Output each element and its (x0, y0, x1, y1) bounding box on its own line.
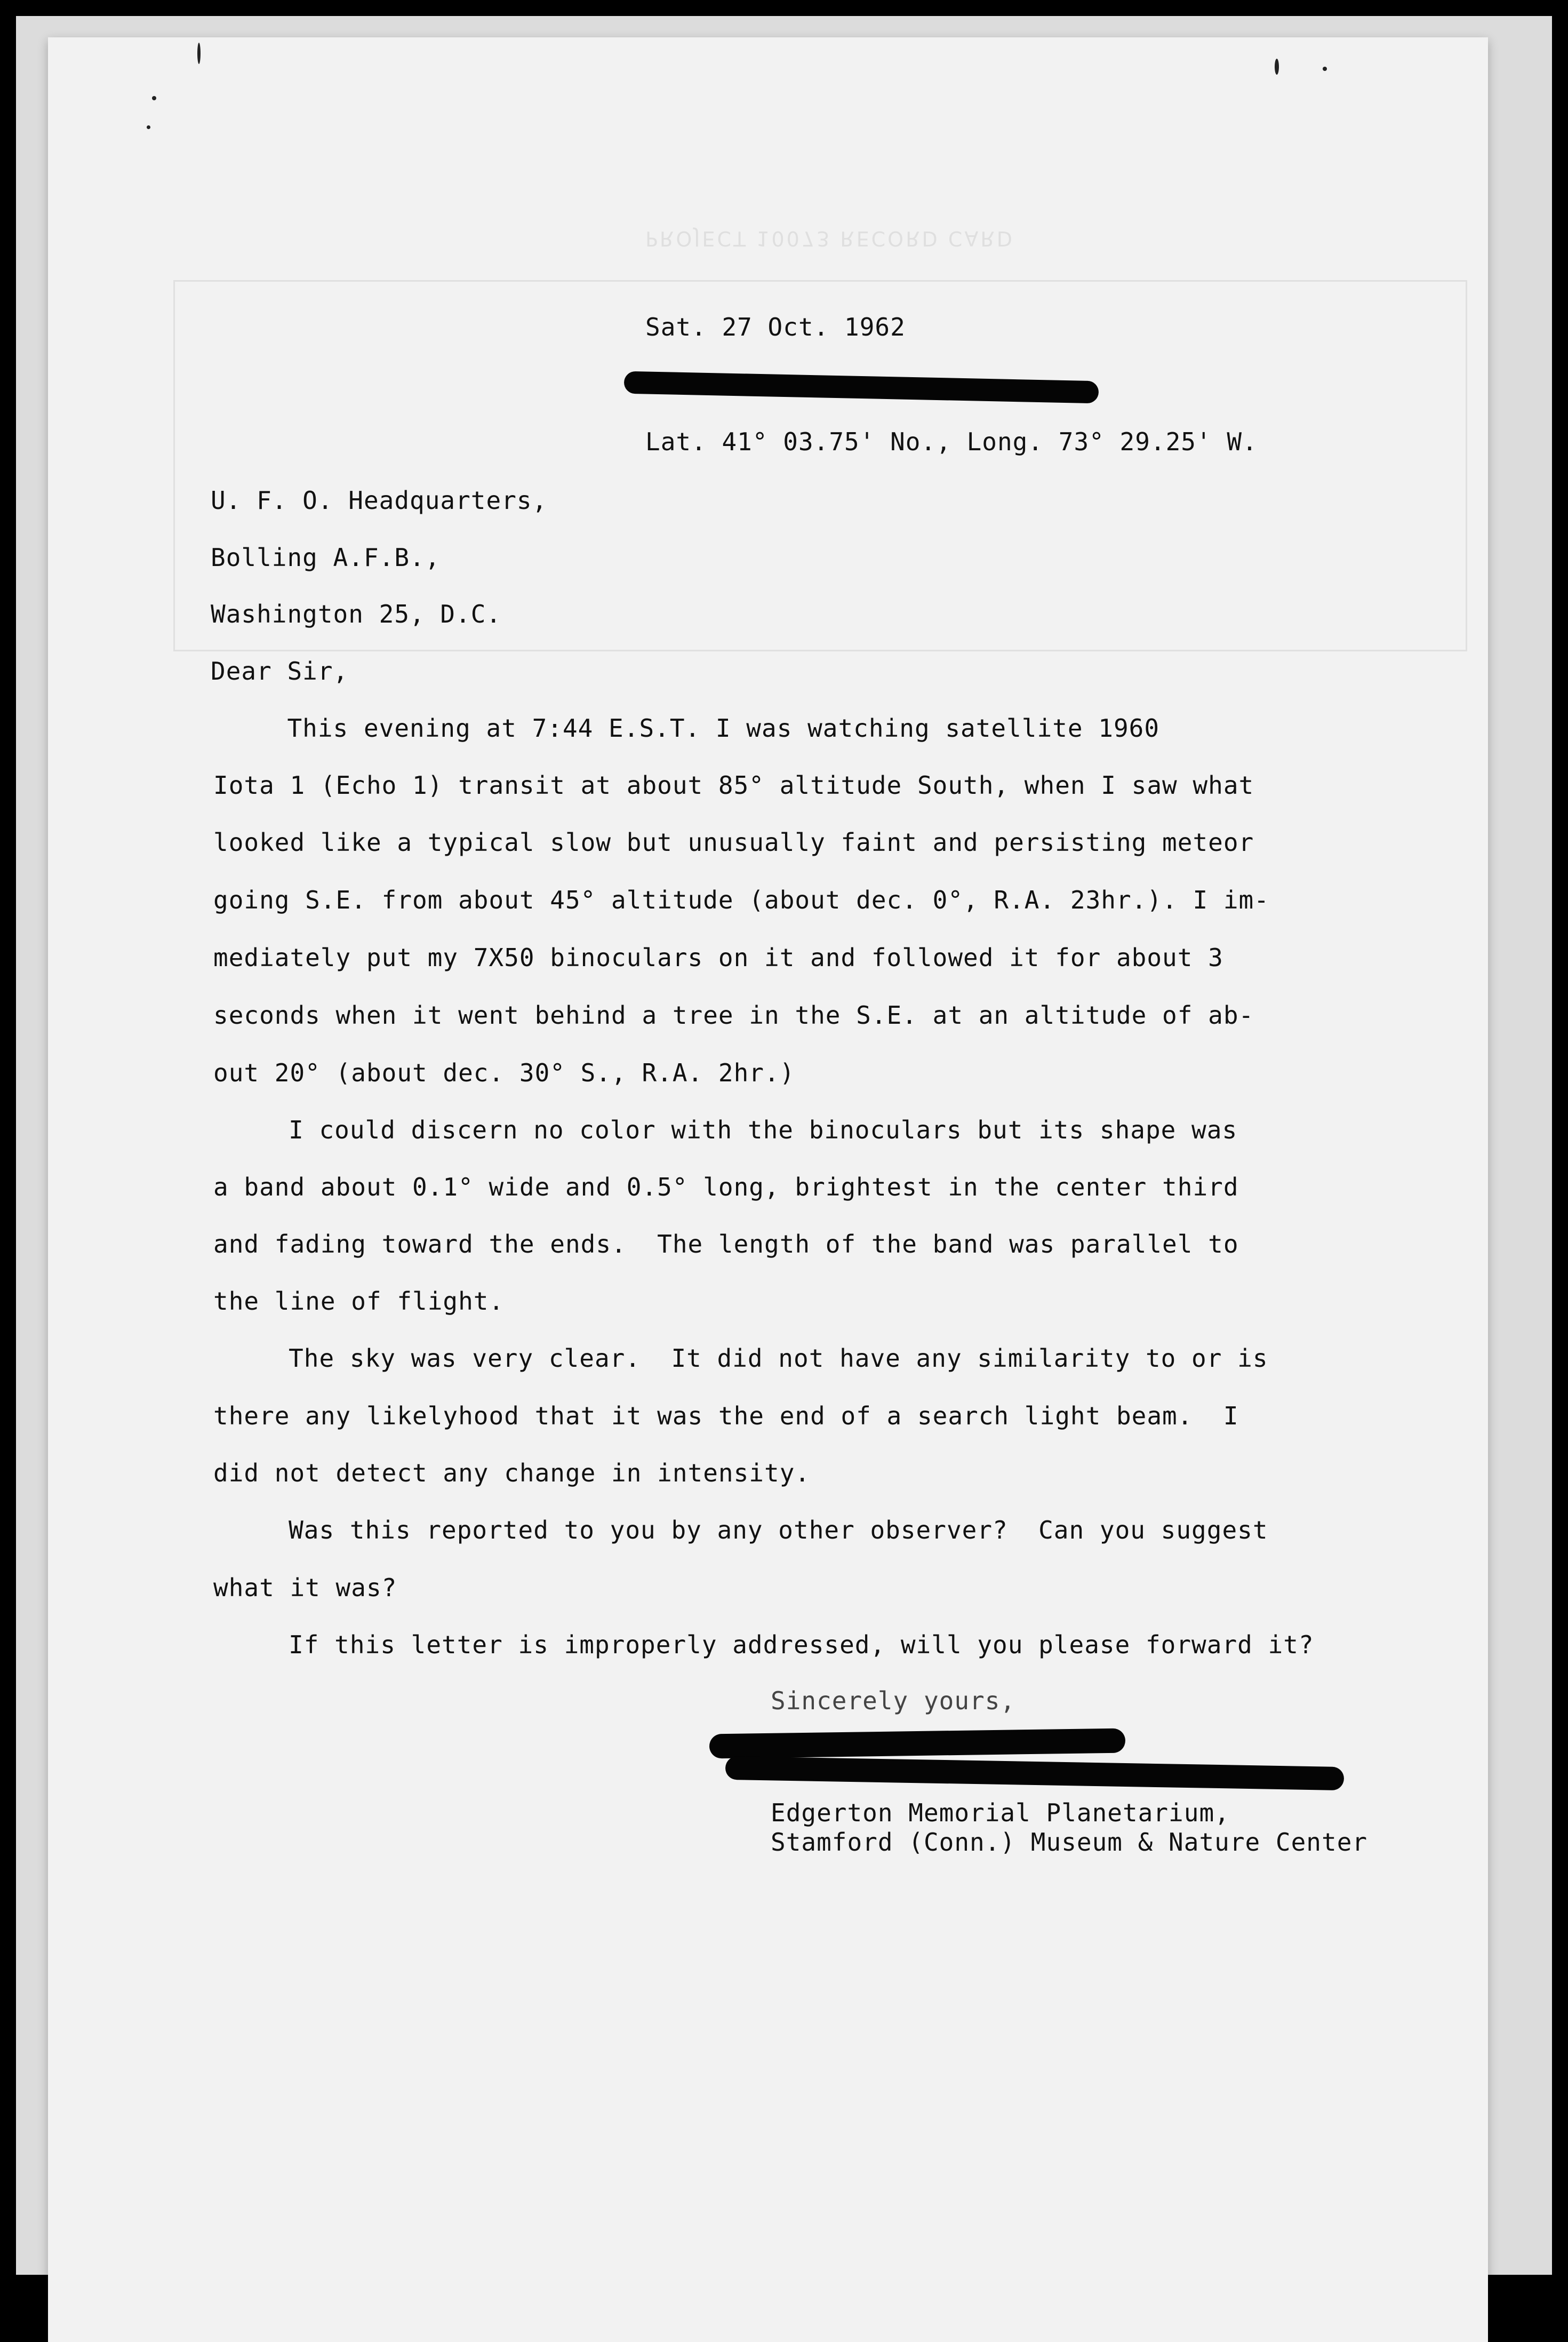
microfilm-frame (16, 16, 1552, 2275)
signature-redaction-1 (709, 1728, 1126, 1759)
body-line: Iota 1 (Echo 1) transit at about 85° altitude South, when I saw what (213, 771, 1254, 800)
scan-speck (147, 125, 150, 129)
body-line: what it was? (213, 1573, 397, 1602)
scan-speck (197, 43, 201, 64)
body-line: out 20° (about dec. 30° S., R.A. 2hr.) (213, 1058, 795, 1087)
body-line: I could discern no color with the binoculars but its shape was (243, 1116, 1238, 1144)
signature-line-2: Stamford (Conn.) Museum & Nature Center (771, 1828, 1368, 1857)
background-form-title: PROJECT 10073 RECORD CARD (645, 227, 1015, 250)
body-line: looked like a typical slow but unusually faint and persisting meteor (213, 828, 1254, 857)
scan-speck (1275, 59, 1279, 75)
address-line-3: Washington 25, D.C. (211, 600, 502, 628)
body-line: going S.E. from about 45° altitude (about dec. 0°, R.A. 23hr.). I im- (213, 886, 1269, 914)
letter-page (48, 37, 1488, 2342)
body-line: the line of flight. (213, 1287, 505, 1316)
body-line: there any likelyhood that it was the end of a search light beam. I (213, 1401, 1239, 1430)
body-line: did not detect any change in intensity. (213, 1459, 811, 1487)
body-line: a band about 0.1° wide and 0.5° long, brightest in the center third (213, 1173, 1239, 1201)
address-line-1: U. F. O. Headquarters, (211, 486, 548, 515)
letter-date: Sat. 27 Oct. 1962 (645, 313, 906, 341)
body-line: Was this reported to you by any other observer? Can you suggest (243, 1516, 1268, 1544)
salutation: Dear Sir, (211, 657, 349, 686)
signature-line-1: Edgerton Memorial Planetarium, (771, 1798, 1230, 1827)
scan-speck (1323, 67, 1327, 71)
signature-redaction-2 (725, 1756, 1345, 1790)
body-line: seconds when it went behind a tree in the S.E. at an altitude of ab- (213, 1001, 1254, 1030)
body-line: and fading toward the ends. The length of the band was parallel to (213, 1230, 1239, 1258)
address-line-2: Bolling A.F.B., (211, 543, 441, 572)
body-line: The sky was very clear. It did not have any similarity to or is (243, 1344, 1268, 1373)
closing: Sincerely yours, (771, 1686, 1016, 1715)
body-line: This evening at 7:44 E.S.T. I was watching satellite 1960 (211, 714, 1160, 743)
scan-speck (152, 96, 156, 100)
body-line: mediately put my 7X50 binoculars on it and followed it for about 3 (213, 943, 1223, 972)
body-line: If this letter is improperly addressed, will you please forward it? (243, 1630, 1314, 1659)
letter-coordinates: Lat. 41° 03.75' No., Long. 73° 29.25' W. (645, 427, 1258, 456)
